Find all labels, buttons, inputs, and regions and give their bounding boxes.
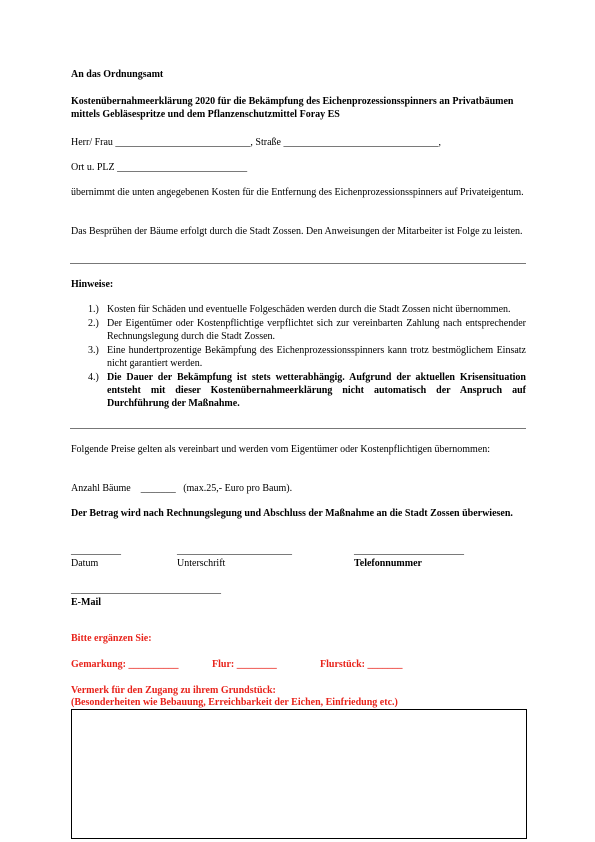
flurstueck-field[interactable]: Flurstück: _______ bbox=[320, 659, 403, 670]
flur-field[interactable]: Flur: ________ bbox=[212, 659, 277, 670]
recipient-line: An das Ordnungsamt bbox=[71, 69, 164, 80]
list-item-text: Die Dauer der Bekämpfung ist stets wetterabhängig. Aufgrund der aktuellen Krisensituation entsteht mit dieser Kostenübernahmeerklärung nicht automatisch der Anspruch auf Durchführung der Maßnahme. bbox=[107, 372, 526, 409]
date-field[interactable]: __________ bbox=[71, 545, 121, 556]
list-item-text: Der Eigentümer oder Kostenpflichtige verpflichtet sich zur vereinbarten Zahlung nach entsprechender Rechnungslegung durch die Stadt Zossen. bbox=[107, 318, 526, 342]
list-item bbox=[88, 317, 526, 343]
signature-field[interactable]: _______________________ bbox=[177, 545, 292, 556]
tree-count-label: Anzahl Bäume bbox=[71, 483, 131, 494]
phone-label: Telefonnummer bbox=[354, 558, 422, 569]
list-item-number: 4.) bbox=[88, 372, 99, 383]
payment-statement: Der Betrag wird nach Rechnungslegung und Abschluss der Maßnahme an die Stadt Zossen überwiesen. bbox=[71, 508, 513, 519]
tree-count-input[interactable]: _______ bbox=[140, 483, 176, 494]
gemarkung-field[interactable]: Gemarkung: __________ bbox=[71, 659, 179, 670]
list-item bbox=[88, 303, 526, 316]
tree-count-row bbox=[71, 482, 292, 495]
list-item-text: Eine hundertprozentige Bekämpfung des Eichenprozessionsspinners kann trotz bestmöglichem Einsatz nicht garantiert werden. bbox=[107, 345, 526, 369]
email-field[interactable]: ______________________________ bbox=[71, 584, 221, 595]
list-item-text: Kosten für Schäden und eventuelle Folgeschäden werden durch die Stadt Zossen nicht übernommen. bbox=[107, 304, 511, 315]
document-title: Kostenübernahmeerklärung 2020 für die Bekämpfung des Eichenprozessionsspinners an Privatbäumen mittels Gebläsespritze und dem Pflanzenschutzmittel Foray ES bbox=[71, 96, 514, 120]
list-item-number: 1.) bbox=[88, 304, 99, 315]
list-item bbox=[88, 371, 526, 410]
name-street-field[interactable]: Herr/ Frau ___________________________, Straße _______________________________, bbox=[71, 137, 441, 148]
email-label: E-Mail bbox=[71, 597, 101, 608]
list-item-number: 2.) bbox=[88, 318, 99, 329]
list-item bbox=[88, 344, 526, 370]
supplement-heading: Bitte ergänzen Sie: bbox=[71, 633, 152, 644]
city-zip-field[interactable]: Ort u. PLZ __________________________ bbox=[71, 162, 248, 173]
access-note-title: Vermerk für den Zugang zu ihrem Grundstück: bbox=[71, 685, 276, 696]
signature-label: Unterschrift bbox=[177, 558, 226, 569]
divider-top bbox=[70, 263, 526, 264]
prices-intro: Folgende Preise gelten als vereinbart und werden vom Eigentümer oder Kostenpflichtigen übernommen: bbox=[71, 444, 491, 455]
list-item-number: 3.) bbox=[88, 345, 99, 356]
phone-field[interactable]: ______________________ bbox=[354, 545, 464, 556]
intro-paragraph-2: Das Besprühen der Bäume erfolgt durch die Stadt Zossen. Den Anweisungen der Mitarbeiter ist Folge zu leisten. bbox=[71, 226, 523, 237]
tree-price-note: (max.25,- Euro pro Baum). bbox=[183, 483, 293, 494]
access-note-subtitle: (Besonderheiten wie Bebauung, Erreichbarkeit der Eichen, Einfriedung etc.) bbox=[71, 697, 398, 708]
access-note-textbox[interactable] bbox=[71, 709, 527, 839]
intro-paragraph-1: übernimmt die unten angegebenen Kosten für die Entfernung des Eichenprozessionsspinners auf Privateigentum. bbox=[71, 187, 524, 198]
date-label: Datum bbox=[71, 558, 99, 569]
divider-bottom bbox=[70, 428, 526, 429]
notes-heading: Hinweise: bbox=[71, 279, 114, 290]
notes-list bbox=[88, 303, 526, 411]
